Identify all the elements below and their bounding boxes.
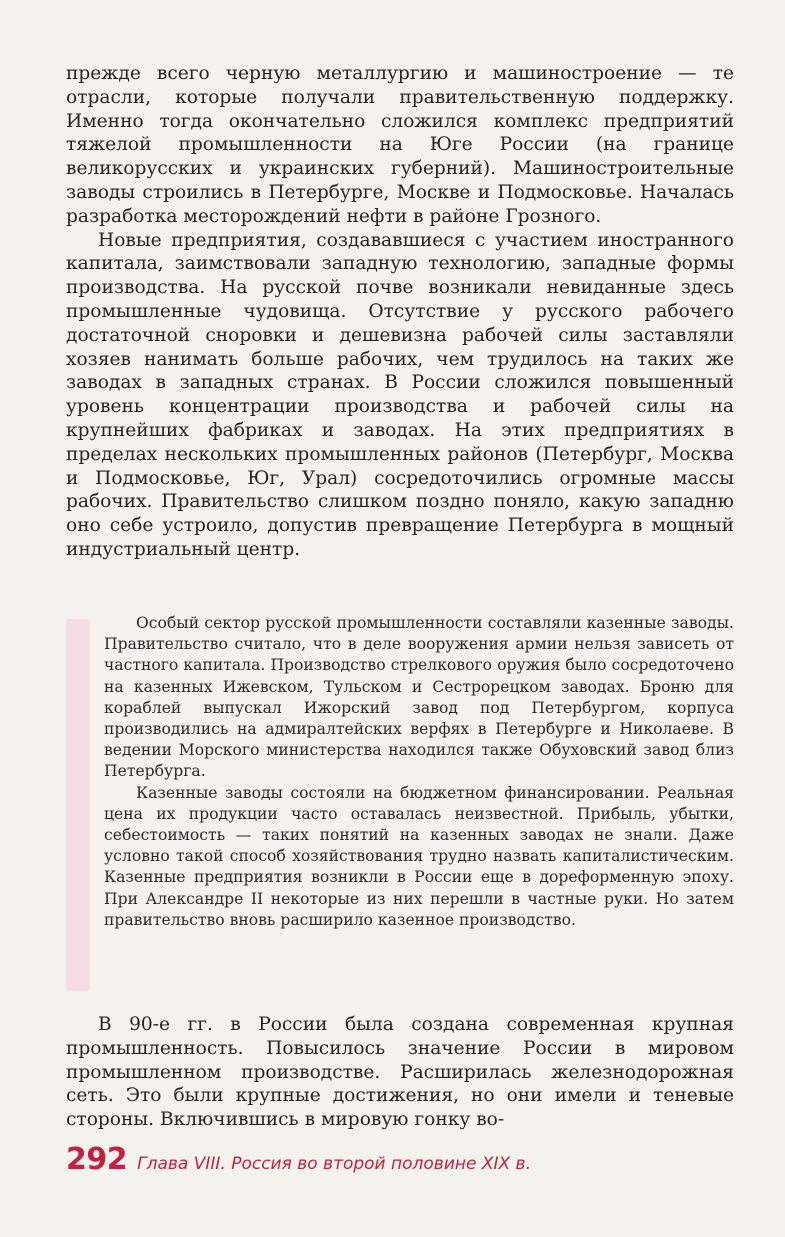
running-header: Глава VIII. Россия во второй половине XIX в. (137, 1154, 531, 1174)
page-number: 292 (66, 1142, 128, 1177)
main-paragraph-2: Новые предприятия, создававшиеся с участием иностранного капитала, заимствовали западную технологию, западные формы производства. На русской почве возникали невиданные здесь промышленные чудовища. Отсутствие у русского рабочего достаточной сноровки и дешевизна рабочей силы заставляли хозяев нанимать больше рабочих, чем трудилось на таких же заводах в западных странах. В России сложился повышенный уровень концентрации производства и рабочей силы на крупнейших фабриках и заводах. На этих предприятиях в пределах нескольких промышленных районов (Петербург, Москва и Подмосковье, Юг, Урал) сосредоточились огромные массы рабочих. Правительство слишком поздно поняло, какую западню оно себе устроило, допустив превращение Петербурга в мощный индустриальный центр. (66, 229, 734, 560)
main-bottom-paragraph-1: В 90-е гг. в России была создана современная крупная промышленность. Повысилось значение России в мировом промышленном производстве. Расширилась железнодорожная сеть. Это были крупные достижения, но они имели и теневые стороны. Включившись в мировую гонку во- (66, 1014, 734, 1131)
sidebar-text (104, 613, 734, 931)
sidebar-stripe (66, 619, 90, 991)
sidebar-box (66, 613, 734, 997)
main-paragraph-1: прежде всего черную металлургию и машиностроение — те отрасли, которые получали правительственную поддержку. Именно тогда окончательно сложился комплекс предприятий тяжелой промышленности на Юге России (на границе великорусских и украинских губерний). Машиностроительные заводы строились в Петербурге, Москве и Подмосковье. Началась разработка месторождений нефти в районе Грозного. (66, 63, 734, 227)
sidebar-paragraph-2: Казенные заводы состояли на бюджетном финансировании. Реальная цена их продукции часто оставалась неизвестной. Прибыль, убытки, себестоимость — таких понятий на казенных заводах не знали. Даже условно такой способ хозяйствования трудно назвать капиталистическим. Казенные предприятия возникли в России еще в дореформенную эпоху. При Александре II некоторые из них перешли в частные руки. Но затем правительство вновь расширило казенное производство. (104, 783, 734, 929)
main-text (66, 62, 734, 562)
main-text-bottom (66, 1013, 734, 1132)
sidebar-paragraph-1: Особый сектор русской промышленности составляли казенные заводы. Правительство считало, что в деле вооружения армии нельзя зависеть от частного капитала. Производство стрелкового оружия было сосредоточено на казенных Ижевском, Тульском и Сестрорецком заводах. Броню для кораблей выпускал Ижорский завод под Петербургом, корпуса производились на адмиралтейских верфях в Петербурге и Николаеве. В ведении Морского министерства находился также Обуховский завод близ Петербурга. (104, 614, 734, 781)
page-footer (66, 1142, 531, 1182)
